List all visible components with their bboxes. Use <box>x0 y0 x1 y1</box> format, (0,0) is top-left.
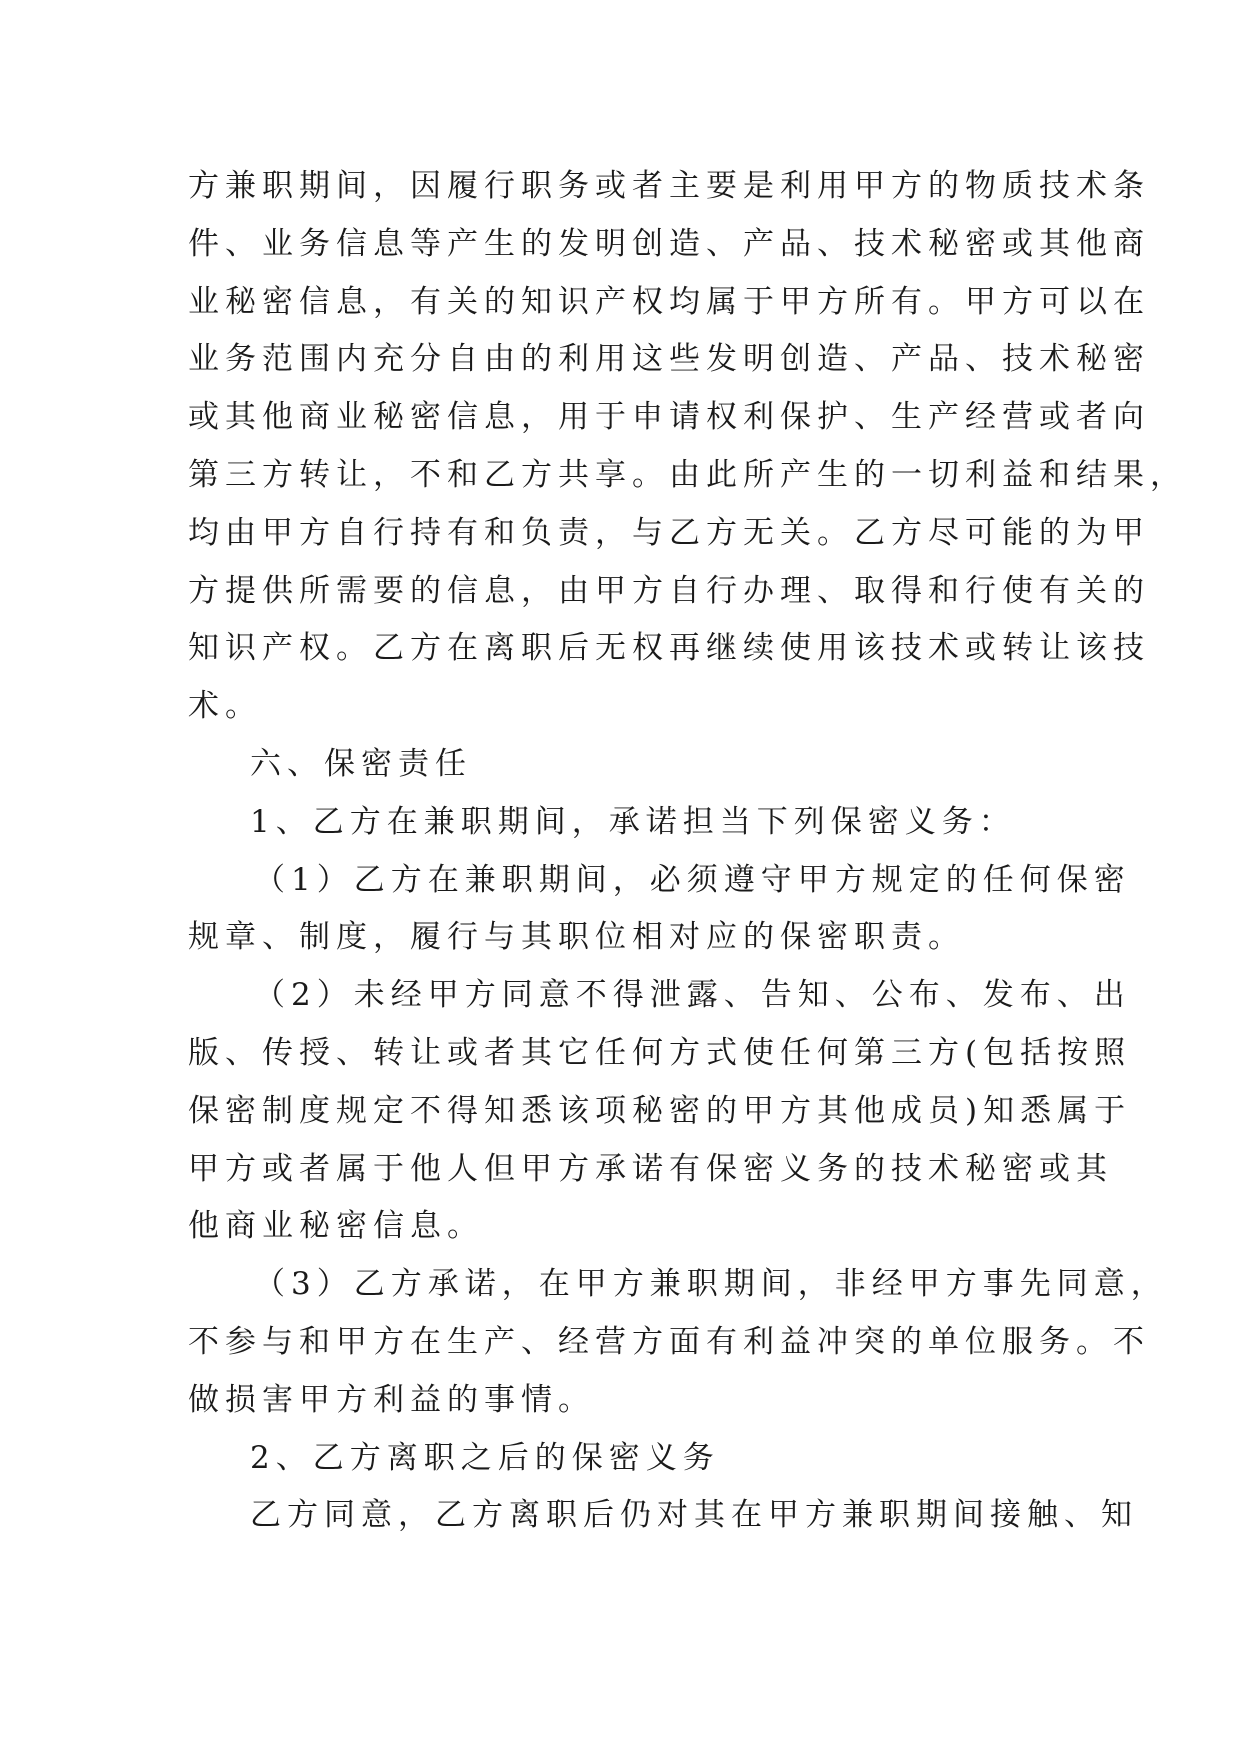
text-line: 均由甲方自行持有和负责，与乙方无关。乙方尽可能的为甲 <box>188 514 1150 551</box>
clause-heading: 1、乙方在兼职期间，承诺担当下列保密义务： <box>250 803 1016 840</box>
text-line: 甲方或者属于他人但甲方承诺有保密义务的技术秘密或其 <box>188 1150 1113 1187</box>
section-heading: 六、保密责任 <box>250 745 472 782</box>
document-body <box>188 158 1187 1545</box>
text-line: 业务范围内充分自由的利用这些发明创造、产品、技术秘密 <box>188 341 1150 378</box>
text-line: 知识产权。乙方在离职后无权再继续使用该技术或转让该技 <box>188 630 1150 667</box>
text-line: 件、业务信息等产生的发明创造、产品、技术秘密或其他商 <box>188 225 1150 262</box>
text-line: 或其他商业秘密信息，用于申请权利保护、生产经营或者向 <box>188 399 1150 436</box>
text-line: 规章、制度，履行与其职位相对应的保密职责。 <box>188 919 965 956</box>
text-line: （2）未经甲方同意不得泄露、告知、公布、发布、出 <box>254 977 1131 1014</box>
text-line: （3）乙方承诺，在甲方兼职期间，非经甲方事先同意， <box>254 1266 1168 1303</box>
text-line: 他商业秘密信息。 <box>188 1208 484 1245</box>
text-line: 方提供所需要的信息，由甲方自行办理、取得和行使有关的 <box>188 572 1150 609</box>
text-line: 方兼职期间，因履行职务或者主要是利用甲方的物质技术条 <box>188 168 1150 204</box>
text-line: 术。 <box>188 688 262 725</box>
text-line: 做损害甲方利益的事情。 <box>188 1381 595 1418</box>
text-line: 不参与和甲方在生产、经营方面有利益冲突的单位服务。不 <box>188 1323 1150 1360</box>
clause-heading: 2、乙方离职之后的保密义务 <box>250 1439 720 1476</box>
text-line: 保密制度规定不得知悉该项秘密的甲方其他成员)知悉属于 <box>188 1092 1132 1129</box>
text-line: （1）乙方在兼职期间，必须遵守甲方规定的任何保密 <box>254 861 1131 898</box>
text-line: 业秘密信息，有关的知识产权均属于甲方所有。甲方可以在 <box>188 283 1150 320</box>
text-line: 版、传授、转让或者其它任何方式使任何第三方(包括按照 <box>188 1034 1132 1071</box>
text-line: 第三方转让，不和乙方共享。由此所产生的一切利益和结果， <box>188 456 1187 493</box>
text-line: 乙方同意，乙方离职后仍对其在甲方兼职期间接触、知 <box>250 1497 1138 1534</box>
